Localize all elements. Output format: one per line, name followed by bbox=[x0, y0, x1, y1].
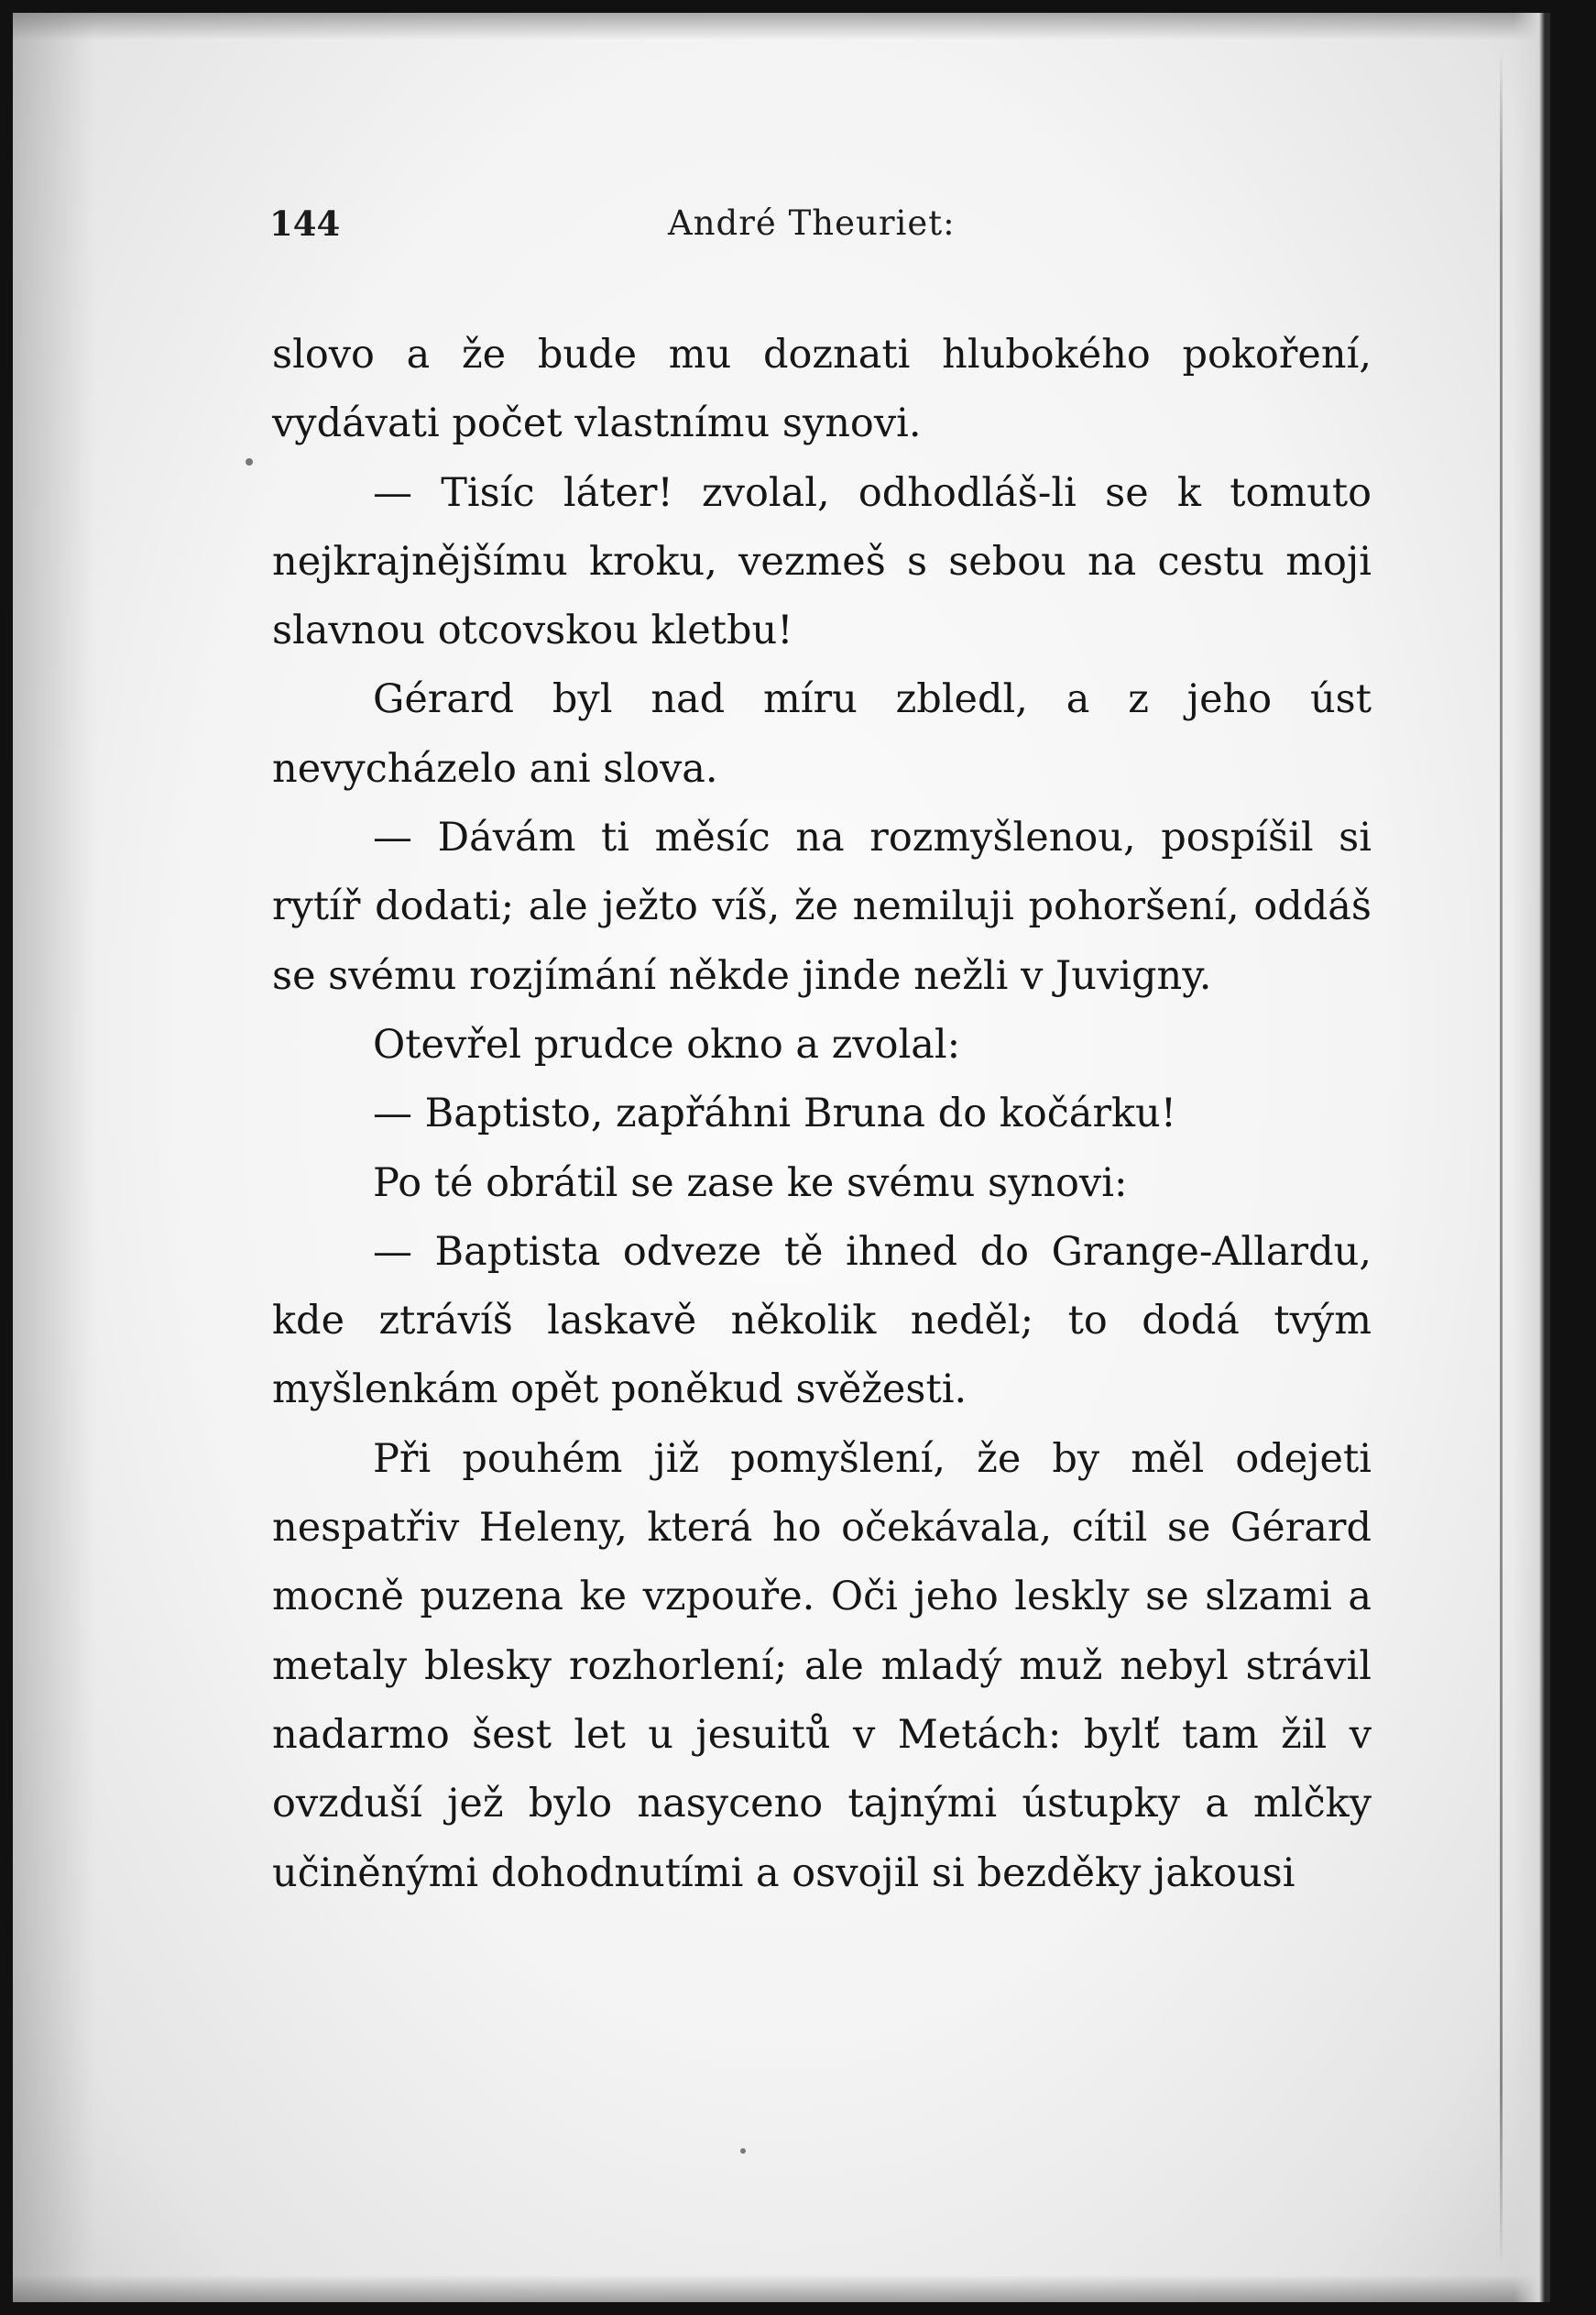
page-fold-line bbox=[1500, 49, 1503, 2266]
running-head: André Theuriet: bbox=[668, 203, 956, 243]
paragraph: Gérard byl nad míru zbledl, a z jeho úst nevycházelo ani slova. bbox=[272, 676, 1372, 792]
body-text bbox=[272, 321, 1372, 1908]
page-shadow-bottom bbox=[13, 2275, 1550, 2302]
paragraph: Otevřel prudce okno a zvolal: bbox=[373, 1021, 961, 1068]
page-number: 144 bbox=[269, 203, 341, 244]
page-header bbox=[269, 203, 1369, 258]
paper-speck bbox=[740, 2148, 746, 2154]
book-page bbox=[13, 13, 1550, 2302]
page-edge-right bbox=[1514, 13, 1550, 2302]
paragraph: Při pouhém již pomyšlení, že by měl odejeti nespatřiv Heleny, která ho očekávala, cítil se Gérard mocně puzena ke vzpouře. Oči jeho leskly se slzami a metaly blesky rozhorlení; ale mladý muž nebyl strávil nadarmo šest let u jesuitů v Metách: bylť tam žil v ovzduší jež bylo nasyceno tajnými ústupky a mlčky učiněnými dohodnutími a osvojil si bezděky jakousi bbox=[272, 1435, 1372, 1896]
paper-speck bbox=[246, 458, 253, 466]
paragraph: — Dávám ti měsíc na rozmyšlenou, pospíšil si rytíř dodati; ale ježto víš, že nemiluji pohoršení, oddáš se svému rozjímání někde jinde nežli v Juvigny. bbox=[272, 815, 1372, 999]
paragraph: — Tisíc láter! zvolal, odhodláš-li se k tomuto nejkrajnějšímu kroku, vezmeš s sebou na cestu moji slavnou otcovskou kletbu! bbox=[272, 469, 1372, 654]
paragraph: Po té obrátil se zase ke svému synovi: bbox=[373, 1159, 1128, 1206]
page-shadow-gutter bbox=[13, 13, 95, 2302]
page-shadow-top bbox=[13, 13, 1550, 40]
paragraph: — Baptisto, zapřáhni Bruna do kočárku! bbox=[373, 1091, 1177, 1137]
paragraph: slovo a že bude mu doznati hlubokého pokoření, vydávati počet vlastnímu synovi. bbox=[272, 332, 1372, 447]
paragraph: — Baptista odveze tě ihned do Grange-Allardu, kde ztrávíš laskavě několik neděl; to dodá tvým myšlenkám opět poněkud svěžesti. bbox=[272, 1228, 1372, 1413]
